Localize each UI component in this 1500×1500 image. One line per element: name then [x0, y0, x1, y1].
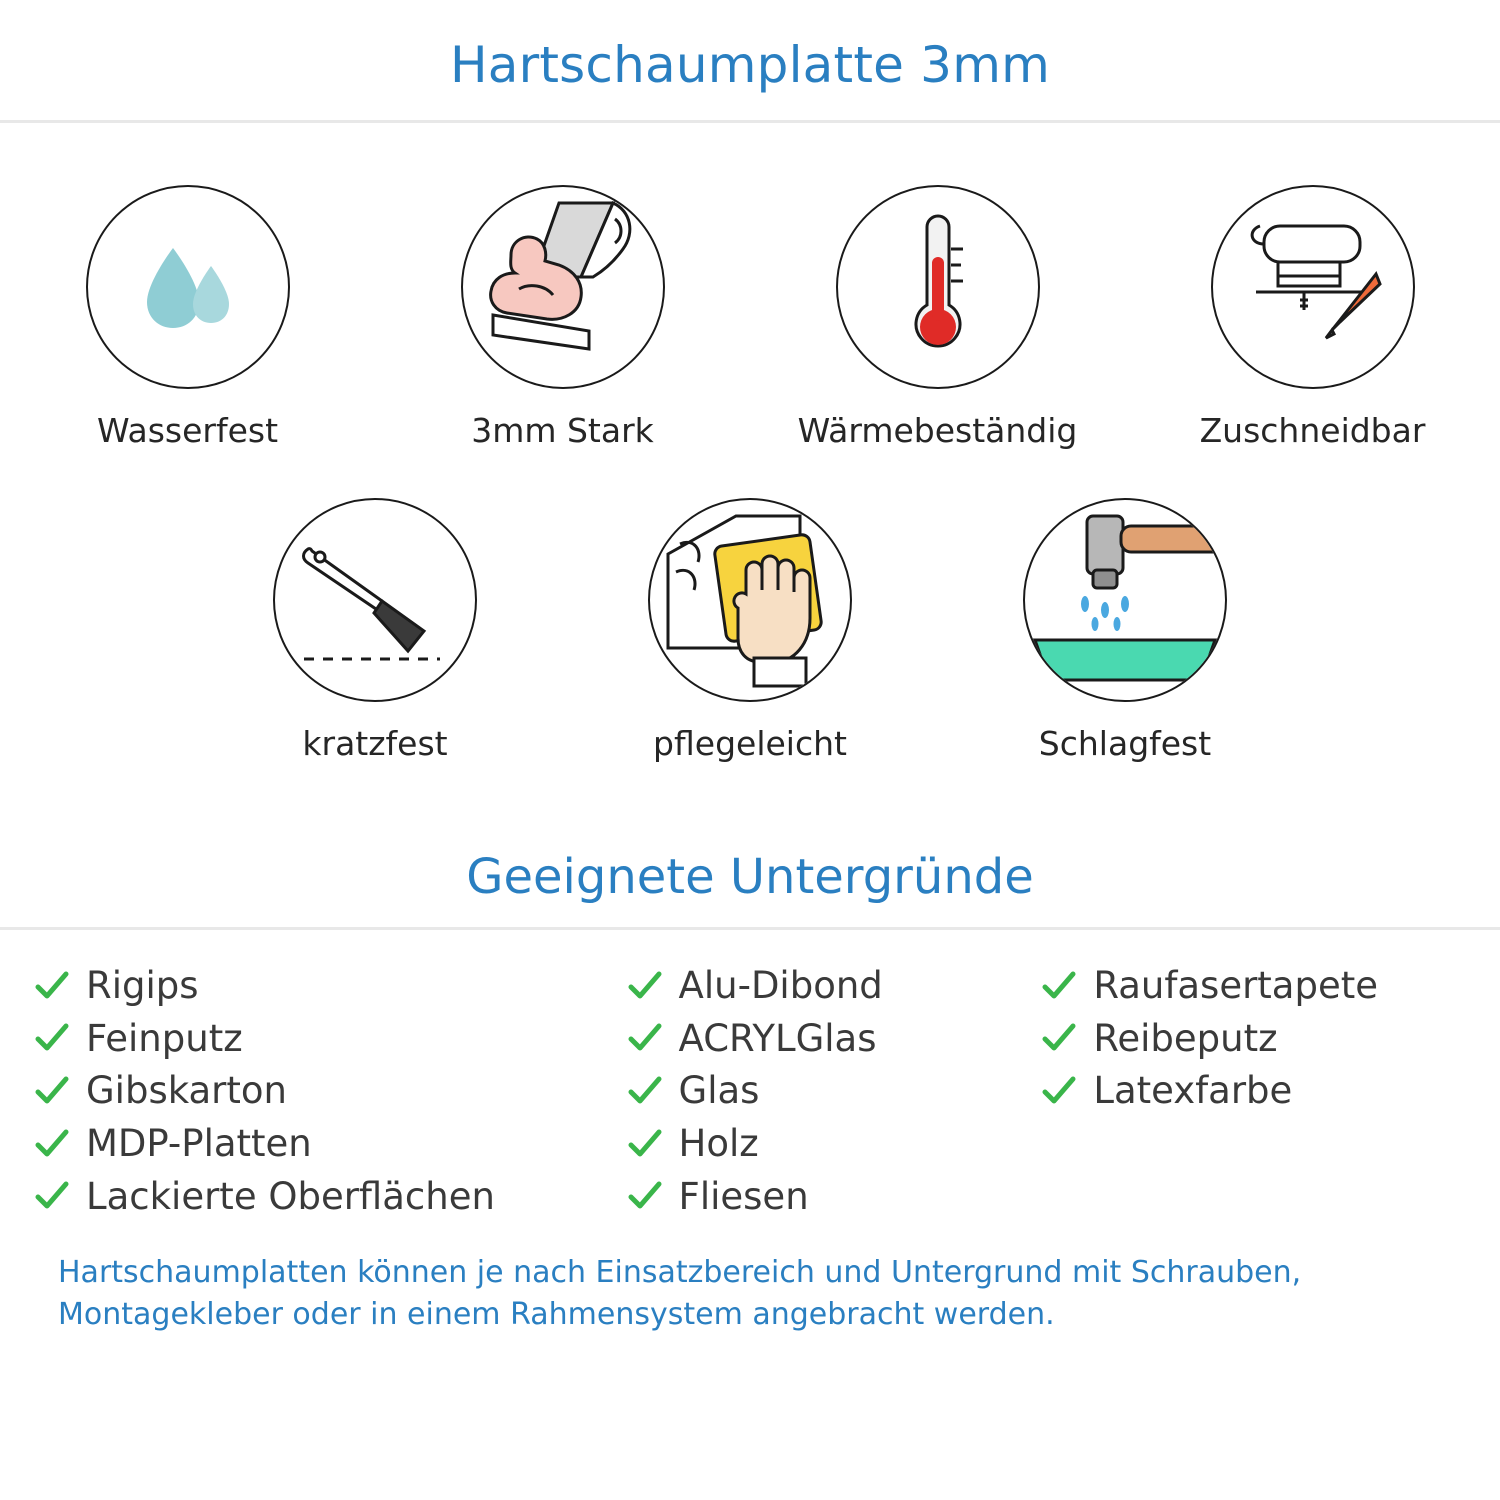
check-icon — [627, 1126, 663, 1162]
page-title: Hartschaumplatte 3mm — [449, 36, 1051, 94]
list-item — [627, 1175, 1042, 1219]
list-item — [1041, 1069, 1466, 1113]
feature-label: Wärmebeständig — [797, 411, 1078, 450]
knife-scratch-icon — [290, 513, 460, 687]
feature-waermebestaendig — [750, 185, 1125, 450]
flexing-arm-icon — [463, 185, 663, 389]
check-icon — [34, 1073, 70, 1109]
list-item-label: Latexfarbe — [1093, 1069, 1293, 1113]
check-icon — [34, 1178, 70, 1214]
list-item-label: Gibskarton — [86, 1069, 287, 1113]
list-item-label: MDP-Platten — [86, 1121, 312, 1165]
feature-icon-circle — [461, 185, 665, 389]
check-icon — [1041, 968, 1077, 1004]
list-item — [627, 1017, 1042, 1061]
page-title-block — [0, 0, 1500, 123]
list-item — [1041, 964, 1466, 1008]
list-item-label: Alu-Dibond — [678, 964, 883, 1007]
feature-icon-circle — [86, 185, 290, 389]
check-icon — [627, 1073, 663, 1109]
list-item — [1041, 1017, 1466, 1061]
check-icon — [34, 968, 70, 1004]
check-icon — [1041, 1020, 1077, 1056]
list-item — [627, 1122, 1042, 1166]
feature-label: kratzfest — [302, 724, 448, 763]
list-item-label: Holz — [678, 1121, 759, 1165]
list-item — [34, 1017, 627, 1061]
feature-3mm-stark — [375, 185, 750, 450]
list-item-label: Glas — [678, 1069, 760, 1113]
feature-row-2 — [0, 498, 1500, 763]
feature-icon-circle — [1023, 498, 1227, 702]
substrates-column-3 — [1041, 964, 1466, 1218]
list-item — [34, 1069, 627, 1113]
substrates-column-1 — [34, 964, 627, 1218]
feature-kratzfest — [188, 498, 563, 763]
feature-schlagfest — [938, 498, 1313, 763]
check-icon — [627, 968, 663, 1004]
list-item-label: ACRYLGlas — [678, 1016, 877, 1060]
feature-label: 3mm Stark — [471, 411, 654, 450]
feature-label: Wasserfest — [96, 411, 279, 450]
substrates-title: Geeignete Untergründe — [466, 849, 1034, 905]
feature-pflegeleicht — [563, 498, 938, 763]
feature-wasserfest — [0, 185, 375, 450]
list-item — [627, 964, 1042, 1008]
substrates-column-2 — [627, 964, 1042, 1218]
check-icon — [1041, 1073, 1077, 1109]
hammer-impact-icon — [1025, 498, 1225, 702]
list-item-label: Fliesen — [678, 1174, 809, 1218]
list-item-label: Raufasertapete — [1093, 964, 1379, 1007]
list-item — [34, 1175, 627, 1219]
feature-icon-circle — [648, 498, 852, 702]
feature-icon-circle — [836, 185, 1040, 389]
list-item-label: Reibeputz — [1093, 1016, 1278, 1060]
feature-label: pflegeleicht — [653, 724, 847, 763]
feature-label: Schlagfest — [1038, 724, 1212, 763]
water-drops-icon — [123, 220, 253, 354]
feature-grid — [0, 123, 1500, 763]
footnote-text: Hartschaumplatten können je nach Einsatzbereich und Untergrund mit Schrauben, Montagekleber oder in einem Rahmensystem angebracht werden. — [58, 1255, 1302, 1332]
list-item — [34, 1122, 627, 1166]
substrates-list — [0, 930, 1500, 1218]
list-item-label: Feinputz — [86, 1016, 243, 1060]
check-icon — [34, 1126, 70, 1162]
check-icon — [627, 1178, 663, 1214]
check-icon — [34, 1020, 70, 1056]
list-item — [34, 964, 627, 1008]
cleaning-cloth-hand-icon — [650, 498, 850, 702]
check-icon — [627, 1020, 663, 1056]
feature-icon-circle — [1211, 185, 1415, 389]
jigsaw-cutter-icon — [1228, 200, 1398, 374]
list-item — [627, 1069, 1042, 1113]
list-item-label: Rigips — [86, 964, 199, 1007]
feature-icon-circle — [273, 498, 477, 702]
list-item-label: Lackierte Oberflächen — [86, 1174, 495, 1218]
substrates-title-block — [0, 849, 1500, 930]
feature-row-1 — [0, 185, 1500, 450]
feature-label: Zuschneidbar — [1199, 411, 1426, 450]
thermometer-icon — [893, 205, 983, 369]
feature-zuschneidbar — [1125, 185, 1500, 450]
